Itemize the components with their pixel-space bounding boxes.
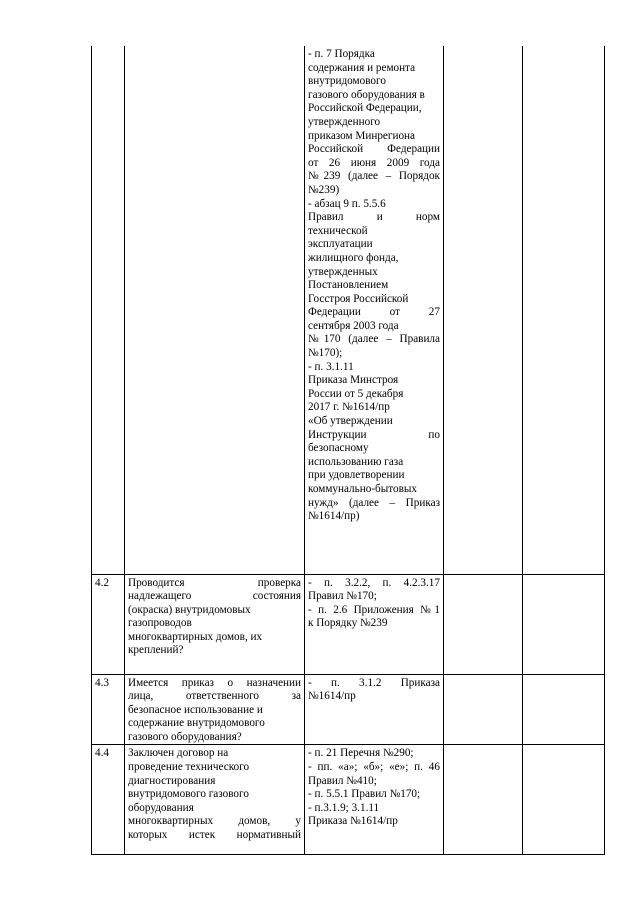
text-line: технической [308, 224, 368, 237]
text-line: - п. 3.1.11 [308, 360, 354, 373]
text-line: Правил и норм [308, 211, 440, 224]
text-line: - пп. «а»; «б»; «е»; п. 46 [308, 761, 440, 774]
text-line: Постановлением [308, 279, 389, 292]
cell-question [125, 745, 305, 855]
text-line: содержание внутридомового [128, 717, 265, 730]
text-line: Проводится проверка [128, 576, 301, 589]
text-line: нужд» (далее – Приказ [308, 496, 440, 509]
cell-note [523, 674, 605, 745]
text-line: креплений? [128, 644, 184, 657]
text-line: от 26 июня 2009 года [308, 156, 440, 169]
cell-note [523, 574, 605, 674]
text-line: лица, ответственного за [128, 690, 301, 703]
text-line: - п.3.1.9; 3.1.11 [308, 801, 380, 814]
cell-answer [444, 574, 523, 674]
text-line: утвержденных [308, 265, 378, 278]
table-row [92, 745, 605, 855]
text-line: Имеется приказ о назначении [128, 676, 301, 689]
text-line: №170 (далее – Правила [308, 333, 440, 346]
text-line: газопроводов [128, 617, 192, 630]
cell-question [125, 674, 305, 745]
text-line: 2017 г. №1614/пр [308, 401, 390, 414]
text-line: коммунально-бытовых [308, 483, 417, 495]
text-line: (окраска) внутридомовых [128, 603, 251, 616]
text-line: оборудования [128, 801, 194, 814]
text-line: безопасное использование и [128, 703, 263, 716]
text-line: эксплуатации [308, 238, 373, 251]
text-line: №239 (далее – Порядок [308, 170, 440, 183]
cell-note [523, 46, 605, 574]
text-line: газового оборудования в [308, 88, 425, 101]
text-line: газового оборудования? [128, 730, 242, 743]
cell-number: 4.3 [92, 674, 125, 745]
cell-legal-reference [305, 674, 444, 745]
text-line: внутридомового [308, 75, 386, 88]
table-body [92, 46, 605, 855]
text-line: использованию газа [308, 455, 404, 468]
text-line: - абзац 9 п. 5.5.6 [308, 197, 386, 210]
text-line: внутридомового газового [128, 788, 249, 801]
text-line: №170); [308, 347, 343, 360]
text-line: Заключен договор на [128, 747, 229, 760]
text-line: содержания и ремонта [308, 61, 416, 74]
text-line: сентября 2003 года [308, 319, 399, 332]
text-line: при удовлетворении [308, 469, 405, 482]
text-line: Инструкции по [308, 428, 440, 441]
text-line: России от 5 декабря [308, 387, 404, 400]
text-line: диагностирования [128, 774, 216, 787]
text-line: Приказа №1614/пр [308, 815, 398, 828]
text-line: Правил №170; [308, 590, 377, 603]
cell-question [125, 46, 305, 574]
text-line: «Об утверждении [308, 415, 393, 428]
cell-number: 4.4 [92, 745, 125, 855]
text-line: №239) [308, 183, 340, 196]
cell-note [523, 745, 605, 855]
text-line: проведение технического [128, 761, 250, 774]
text-line: Госстроя Российской [308, 292, 409, 305]
text-line: №1614/пр [308, 690, 356, 703]
table-row-continued [92, 46, 605, 574]
text-line: - п. 21 Перечня №290; [308, 747, 414, 760]
text-line: Правил №410; [308, 774, 377, 787]
text-line: - п. 2.6 Приложения №1 [308, 603, 440, 616]
cell-legal-reference [305, 574, 444, 674]
text-line: №1614/пр) [308, 510, 360, 523]
table-row [92, 574, 605, 674]
text-line: жилищного фонда, [308, 251, 399, 264]
cell-number: 4.2 [92, 574, 125, 674]
cell-legal-reference [305, 46, 444, 574]
text-line: многоквартирных домов, их [128, 630, 263, 643]
text-line: - п. 7 Порядка [308, 48, 375, 60]
checklist-table [91, 46, 605, 855]
text-line: безопасному [308, 442, 369, 455]
cell-answer [444, 674, 523, 745]
table-row [92, 674, 605, 745]
text-line: Российской Федерации [308, 143, 440, 156]
text-line: к Порядку №239 [308, 617, 388, 630]
text-line: - п. 3.2.2, п. 4.2.3.17 [308, 576, 440, 589]
cell-legal-reference [305, 745, 444, 855]
text-line: - п. 3.1.2 Приказа [308, 676, 440, 689]
text-line: многоквартирных домов, у [128, 815, 301, 828]
cell-number [92, 46, 125, 574]
text-line: которых истек нормативный [128, 829, 301, 842]
cell-answer [444, 745, 523, 855]
cell-answer [444, 46, 523, 574]
text-line: утвержденного [308, 115, 381, 128]
cell-question [125, 574, 305, 674]
text-line: приказом Минрегиона [308, 129, 416, 142]
text-line: Федерации от 27 [308, 306, 440, 319]
text-line: - п. 5.5.1 Правил №170; [308, 788, 421, 801]
text-line: Российской Федерации, [308, 102, 422, 115]
text-line: надлежащего состояния [128, 590, 301, 603]
text-line: Приказа Минстроя [308, 374, 399, 387]
